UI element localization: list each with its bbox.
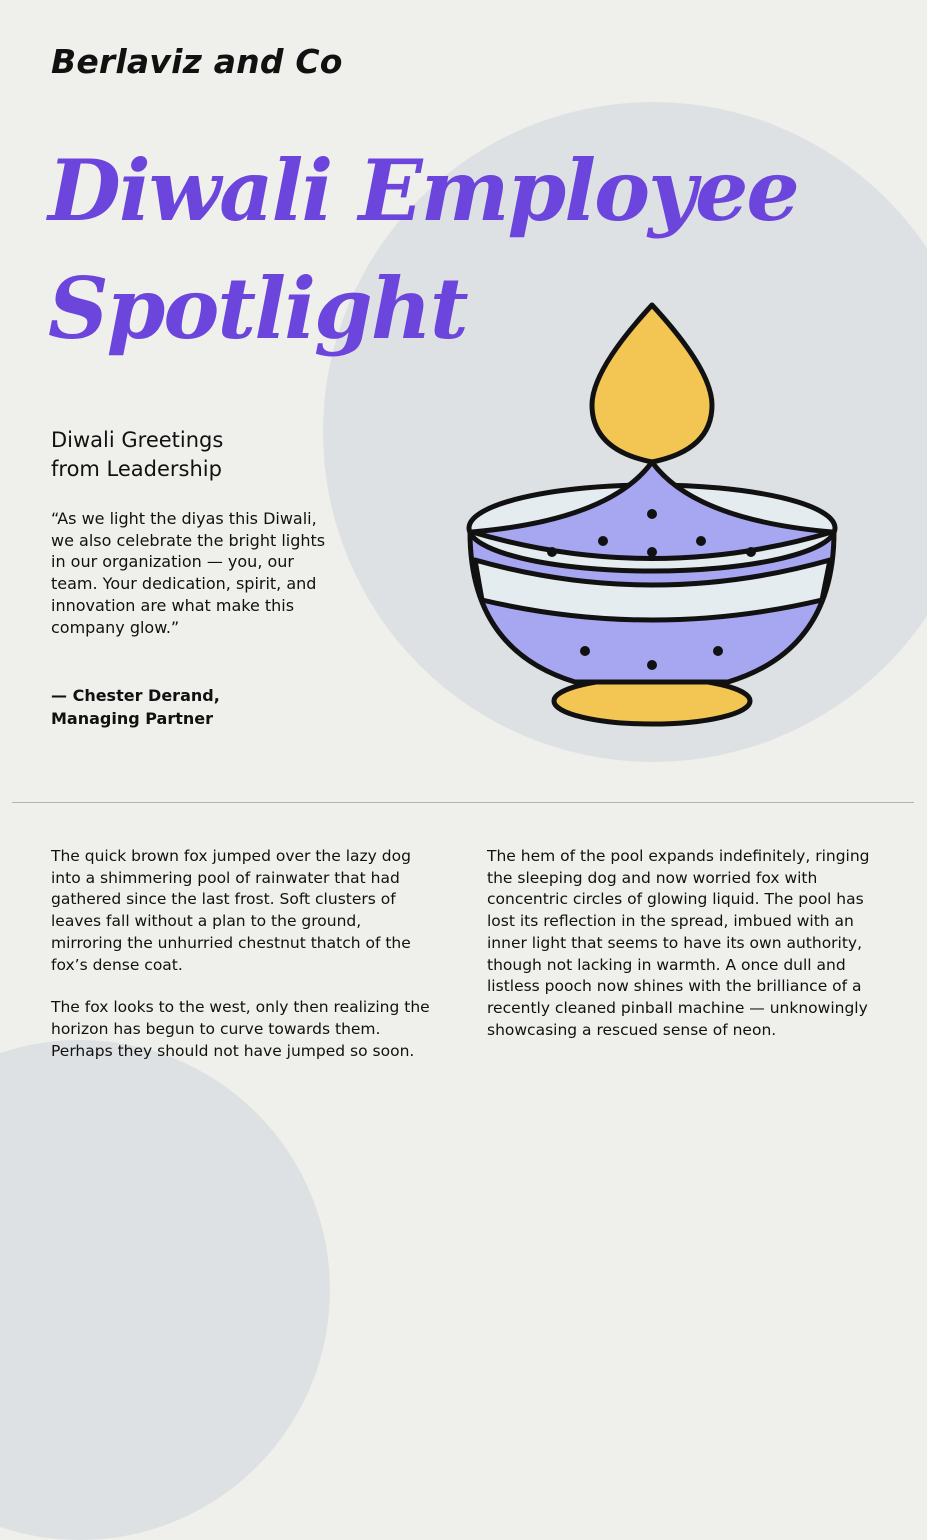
background-circle-small: [0, 1040, 330, 1540]
greeting-heading-line-2: from Leadership: [51, 457, 222, 481]
leadership-quote: “As we light the diyas this Diwali, we also celebrate the bright lights in our organization — you, our team. Your dedication, spirit, and innovation are what make this company glow.”: [51, 509, 326, 637]
body-column-left: [51, 846, 431, 1083]
title-line-1: Diwali Employee: [48, 141, 798, 240]
attribution-name: — Chester Derand,: [51, 686, 220, 705]
greeting-heading-line-1: Diwali Greetings: [51, 428, 224, 452]
attribution-role: Managing Partner: [51, 709, 214, 728]
body-paragraph: The quick brown fox jumped over the lazy dog into a shimmering pool of rainwater that had gathered since the last frost. Soft clusters of leaves fall without a plan to the ground, mirroring the unhurried chestnut thatch of the fox’s dense coat.: [51, 847, 411, 974]
greeting-heading: [51, 426, 311, 484]
body-paragraph: The fox looks to the west, only then realizing the horizon has begun to curve towards them. Perhaps they should not have jumped so soon.: [51, 998, 430, 1060]
diya-lamp-icon: [455, 295, 855, 735]
quote-attribution: [51, 684, 311, 730]
diya-flame: [592, 305, 712, 462]
title-line-2: Spotlight: [48, 259, 467, 358]
diya-base: [554, 678, 750, 724]
section-divider: [12, 802, 914, 803]
body-column-right: [487, 846, 882, 1062]
body-paragraph: The hem of the pool expands indefinitely, ringing the sleeping dog and now worried fox with concentric circles of glowing liquid. The pool has lost its reflection in the spread, imbued with an inner light that seems to have its own authority, though not lacking in warmth. A once dull and listless pooch now shines with the brilliance of a recently cleaned pinball machine — unknowingly showcasing a rescued sense of neon.: [487, 847, 870, 1039]
company-name: Berlaviz and Co: [51, 42, 343, 81]
